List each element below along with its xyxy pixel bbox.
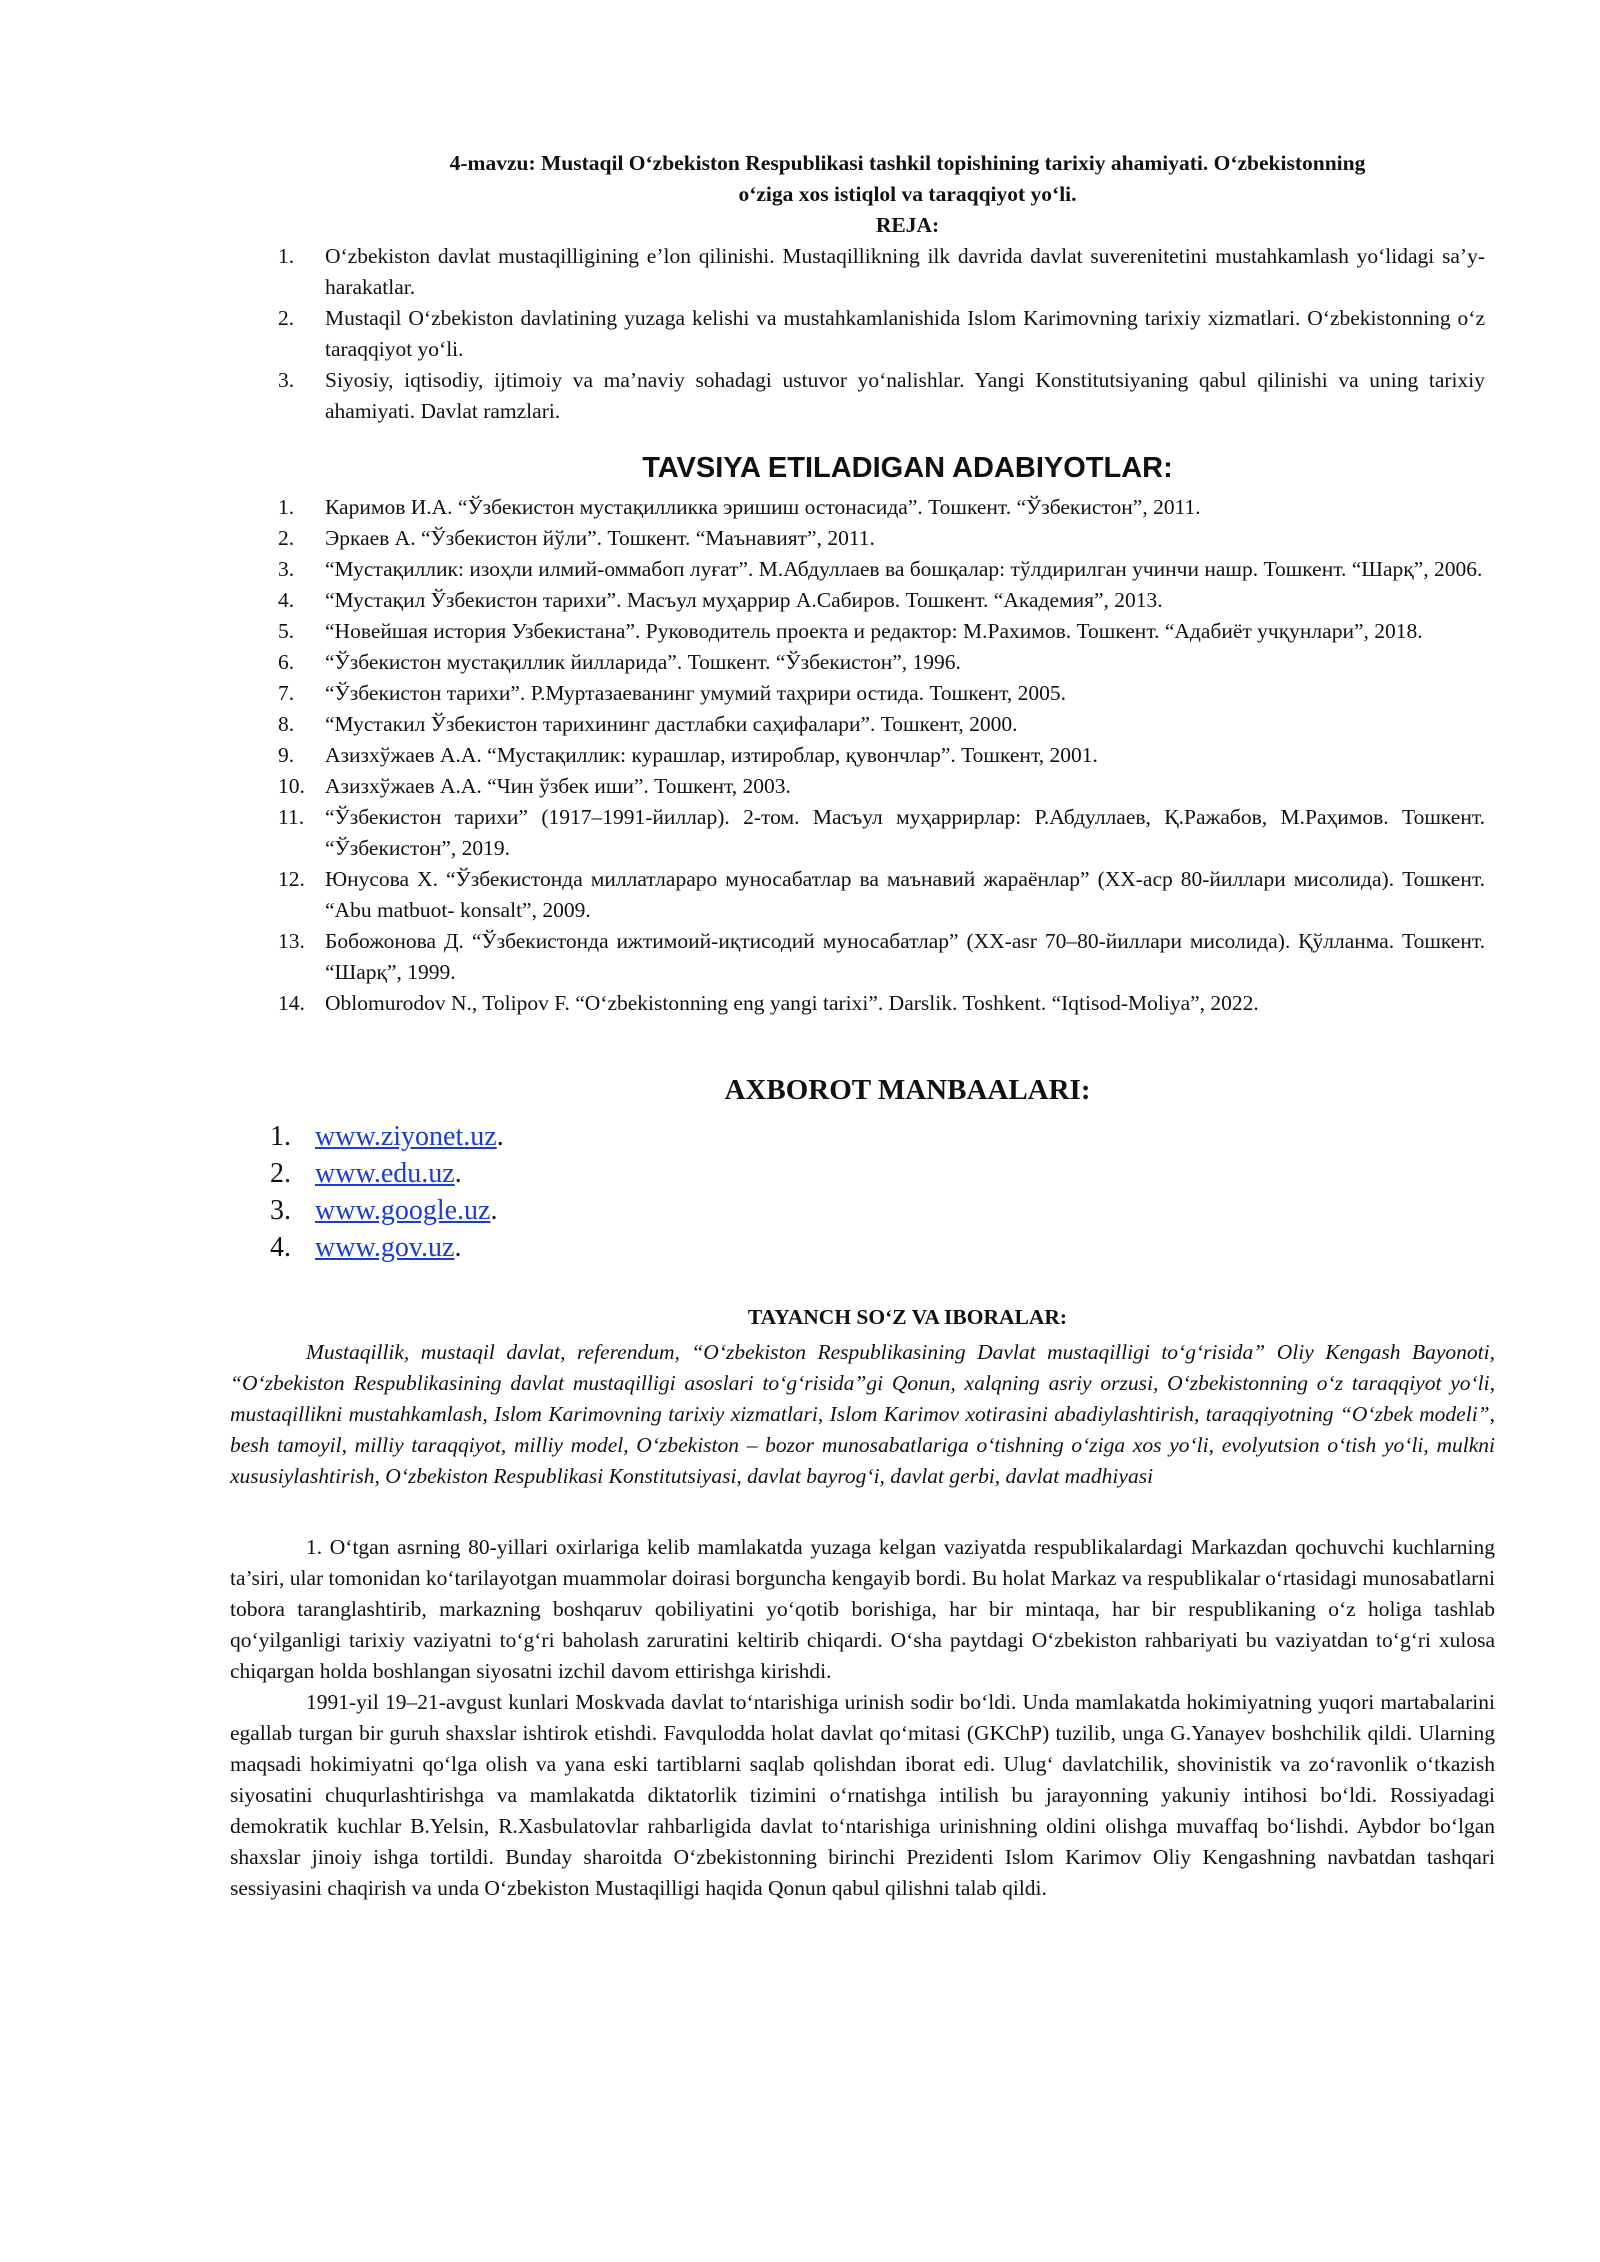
literature-item-number: 2. — [278, 526, 295, 550]
literature-item — [230, 864, 1485, 926]
literature-item-number: 13. — [278, 929, 305, 953]
literature-heading: TAVSIYA ETILADIGAN ADABIYOTLAR: — [642, 452, 1173, 484]
literature-item-number: 14. — [278, 991, 305, 1015]
literature-item — [230, 709, 1485, 740]
literature-item — [230, 988, 1485, 1019]
plan-list — [230, 241, 1500, 427]
plan-item-number: 3. — [278, 368, 295, 392]
plan-item-number: 2. — [278, 306, 295, 330]
literature-item — [230, 926, 1485, 988]
body-paragraph-2: 1991-yil 19–21-avgust kunlari Moskvada davlat to‘ntarishiga urinish sodir bo‘ldi. Unda mamlakatda hokimiyatning yuqori martabalarini egallab turgan bir guruh shaxslar ishtirok etishdi. Favqulodda holat davlat qo‘mitasi (GKChP) tuzilib, unga G.Yanayev boshchilik qildi. Ularning maqsadi hokimiyatni qo‘lga olish va yana eski tartiblarni saqlab qolishdan iborat edi. Ulug‘ davlatchilik, shovinistik va zo‘ravonlik o‘tkazish siyosatini chuqurlashtirishga va mamlakatda diktatorlik tizimini o‘rnatishga intilish bu jarayonning yakuniy intihosi bo‘ldi. Rossiyadagi demokratik kuchlar B.Yelsin, R.Xasbulatovlar rahbarligida davlat to‘ntarishiga urinishning oldini olishga muvaffaq bo‘lishdi. Aybdor bo‘lgan shaxslar jinoiy ishga tortildi. Bunday sharoitda O‘zbekistonning birinchi Prezidenti Islom Karimov Oliy Kengashning navbatdan tashqari sessiyasini chaqirish va unda O‘zbekiston Mustaqilligi haqida Qonun qabul qilishni talab qildi. — [230, 1690, 1495, 1900]
literature-item — [230, 523, 1485, 554]
source-item-number: 4. — [270, 1232, 291, 1263]
literature-item-number: 1. — [278, 495, 295, 519]
literature-item — [230, 740, 1485, 771]
literature-item-text: “Ўзбекистон тарихи”. Р.Муртазаеванинг умумий таҳрири остида. Тошкент, 2005. — [325, 681, 1067, 705]
topic-title-line-2: o‘ziga xos istiqlol va taraqqiyot yo‘li. — [738, 182, 1077, 206]
literature-item-text: Азизхўжаев А.А. “Чин ўзбек иши”. Тошкент, 2003. — [325, 774, 791, 798]
literature-item-text: “Мустақиллик: изоҳли илмий-оммабоп луғат”. М.Абдуллаев ва бошқалар: тўлдирилган учинчи нашр. Тошкент. “Шарқ”, 2006. — [325, 557, 1483, 581]
sources-heading: AXBOROT MANBAALARI: — [724, 1074, 1091, 1106]
literature-item — [230, 585, 1485, 616]
topic-title-line-1: 4-mavzu: Mustaqil O‘zbekiston Respublikasi tashkil topishining tarixiy ahamiyati. O‘zbekistonning — [449, 151, 1366, 175]
literature-item — [230, 554, 1485, 585]
literature-item-text: Эркаев А. “Ўзбекистон йўли”. Тошкент. “Маънавият”, 2011. — [325, 526, 875, 550]
literature-item — [230, 647, 1485, 678]
literature-item-number: 10. — [278, 774, 305, 798]
literature-item-number: 5. — [278, 619, 295, 643]
literature-item-text: Oblomurodov N., Tolipov F. “O‘zbekistonning eng yangi tarixi”. Darslik. Toshkent. “Iqtisod-Moliya”, 2022. — [325, 991, 1259, 1015]
source-item-number: 3. — [270, 1195, 291, 1226]
plan-item-number: 1. — [278, 244, 295, 268]
literature-item-number: 11. — [278, 805, 305, 829]
literature-item-number: 12. — [278, 867, 305, 891]
plan-heading: REJA: — [875, 213, 940, 237]
source-item — [230, 1192, 1500, 1229]
literature-item-text: Юнусова Х. “Ўзбекистонда миллатлараро муносабатлар ва маънавий жараёнлар” (XX-аср 80-йиллари мисолида). Тошкент. “Abu matbuot- konsalt”, 2009. — [325, 867, 1485, 922]
plan-item-text: Siyosiy, iqtisodiy, ijtimoiy va ma’naviy sohadagi ustuvor yo‘nalishlar. Yangi Konstitutsiyaning qabul qilinishi va uning tarixiy ahamiyati. Davlat ramzlari. — [325, 368, 1485, 423]
plan-item — [230, 365, 1485, 427]
literature-item-text: “Новейшая история Узбекистана”. Руководитель проекта и редактор: М.Рахимов. Тошкент. “Адабиёт учқунлари”, 2018. — [325, 619, 1423, 643]
literature-item-number: 9. — [278, 743, 295, 767]
source-link-google[interactable]: www.google.uz — [315, 1195, 491, 1226]
literature-item-text: “Мустакил Ўзбекистон тарихининг дастлабки саҳифалари”. Тошкент, 2000. — [325, 712, 1018, 736]
literature-item — [230, 492, 1485, 523]
source-item — [230, 1118, 1500, 1155]
source-item-suffix: . — [454, 1232, 462, 1263]
source-item-number: 2. — [270, 1158, 291, 1189]
plan-item-text: Mustaqil O‘zbekiston davlatining yuzaga kelishi va mustahkamlanishida Islom Karimovning tarixiy xizmatlari. O‘zbekistonning o‘z taraqqiyot yo‘li. — [325, 306, 1485, 361]
plan-item-text: O‘zbekiston davlat mustaqilligining e’lon qilinishi. Mustaqillikning ilk davrida davlat suverenitetini mustahkamlash yo‘lidagi sa’y-harakatlar. — [325, 244, 1485, 299]
source-item — [230, 1229, 1500, 1266]
literature-item-text: “Ўзбекистон тарихи” (1917–1991-йиллар). 2-том. Масъул муҳаррирлар: Р.Абдуллаев, Қ.Ражабов, М.Раҳимов. Тошкент. “Ўзбекистон”, 2019. — [325, 805, 1485, 860]
source-link-edu[interactable]: www.edu.uz — [315, 1158, 455, 1189]
keywords-heading: TAYANCH SO‘Z VA IBORALAR: — [747, 1305, 1068, 1329]
source-link-ziyonet[interactable]: www.ziyonet.uz — [315, 1121, 497, 1152]
literature-item-number: 7. — [278, 681, 295, 705]
plan-item — [230, 303, 1485, 365]
keywords-text: Mustaqillik, mustaqil davlat, referendum, “O‘zbekiston Respublikasining Davlat mustaqilligi to‘g‘risida” Oliy Kengash Bayonoti, “O‘zbekiston Respublikasining davlat mustaqilligi asoslari to‘g‘risida”gi Qonun, xalqning asriy orzusi, O‘zbekistonning o‘z taraqqiyot yo‘li, mustaqillikni mustahkamlash, Islom Karimovning tarixiy xizmatlari, Islom Karimov xotirasini abadiylashtirish, taraqqiyotning “O‘zbek modeli”, besh tamoyil, milliy taraqqiyot, milliy model, O‘zbekiston – bozor munosabatlariga o‘tishning o‘ziga xos yo‘li, evolyutsion o‘tish yo‘li, mulkni xususiylashtirish, O‘zbekiston Respublikasi Konstitutsiyasi, davlat bayrog‘i, davlat gerbi, davlat madhiyasi — [230, 1340, 1495, 1488]
source-item-suffix: . — [490, 1195, 498, 1226]
literature-item — [230, 771, 1485, 802]
topic-title — [325, 148, 1490, 210]
literature-item — [230, 802, 1485, 864]
source-link-gov[interactable]: www.gov.uz — [315, 1232, 455, 1263]
literature-item-text: “Ўзбекистон мустақиллик йилларида”. Тошкент. “Ўзбекистон”, 1996. — [325, 650, 961, 674]
source-item-suffix: . — [454, 1158, 462, 1189]
literature-item-number: 4. — [278, 588, 295, 612]
plan-item — [230, 241, 1485, 303]
literature-item — [230, 678, 1485, 709]
literature-item — [230, 616, 1485, 647]
body-paragraph-1: 1. O‘tgan asrning 80-yillari oxirlariga kelib mamlakatda yuzaga kelgan vaziyatda respublikalardagi Markazdan qochuvchi kuchlarning ta’siri, ular tomonidan ko‘tarilayotgan muammolar doirasi borguncha kengayib bordi. Bu holat Markaz va respublikalar o‘rtasidagi munosabatlarni tobora taranglashtirib, markazning boshqaruv qobiliyatini yo‘qotib borishiga, har bir mintaqa, har bir respublikaning o‘z holiga tashlab qo‘yilganligi tarixiy vaziyatni to‘g‘ri baholash zaruratini keltirib chiqardi. O‘sha paytdagi O‘zbekiston rahbariyati bu vaziyatdan to‘g‘ri xulosa chiqargan holda boshlangan siyosatni izchil davom ettirishga kirishdi. — [230, 1535, 1495, 1683]
source-item-number: 1. — [270, 1121, 291, 1152]
literature-item-text: Каримов И.А. “Ўзбекистон мустақилликка эришиш остонасида”. Тошкент. “Ўзбекистон”, 2011. — [325, 495, 1201, 519]
literature-item-text: Бобожонова Д. “Ўзбекистонда ижтимоий-иқтисодий муносабатлар” (XX-asr 70–80-йиллари мисолида). Қўлланма. Тошкент. “Шарқ”, 1999. — [325, 929, 1485, 984]
document-page — [230, 148, 1500, 1904]
literature-item-number: 3. — [278, 557, 295, 581]
literature-item-text: “Мустақил Ўзбекистон тарихи”. Масъул муҳаррир А.Сабиров. Тошкент. “Академия”, 2013. — [325, 588, 1163, 612]
literature-item-text: Азизхўжаев А.А. “Мустақиллик: курашлар, изтироблар, қувончлар”. Тошкент, 2001. — [325, 743, 1098, 767]
literature-item-number: 6. — [278, 650, 295, 674]
source-item-suffix: . — [496, 1121, 504, 1152]
literature-list — [230, 492, 1500, 1019]
source-item — [230, 1155, 1500, 1192]
sources-list — [230, 1118, 1500, 1266]
spacer — [230, 1492, 1500, 1532]
literature-item-number: 8. — [278, 712, 295, 736]
